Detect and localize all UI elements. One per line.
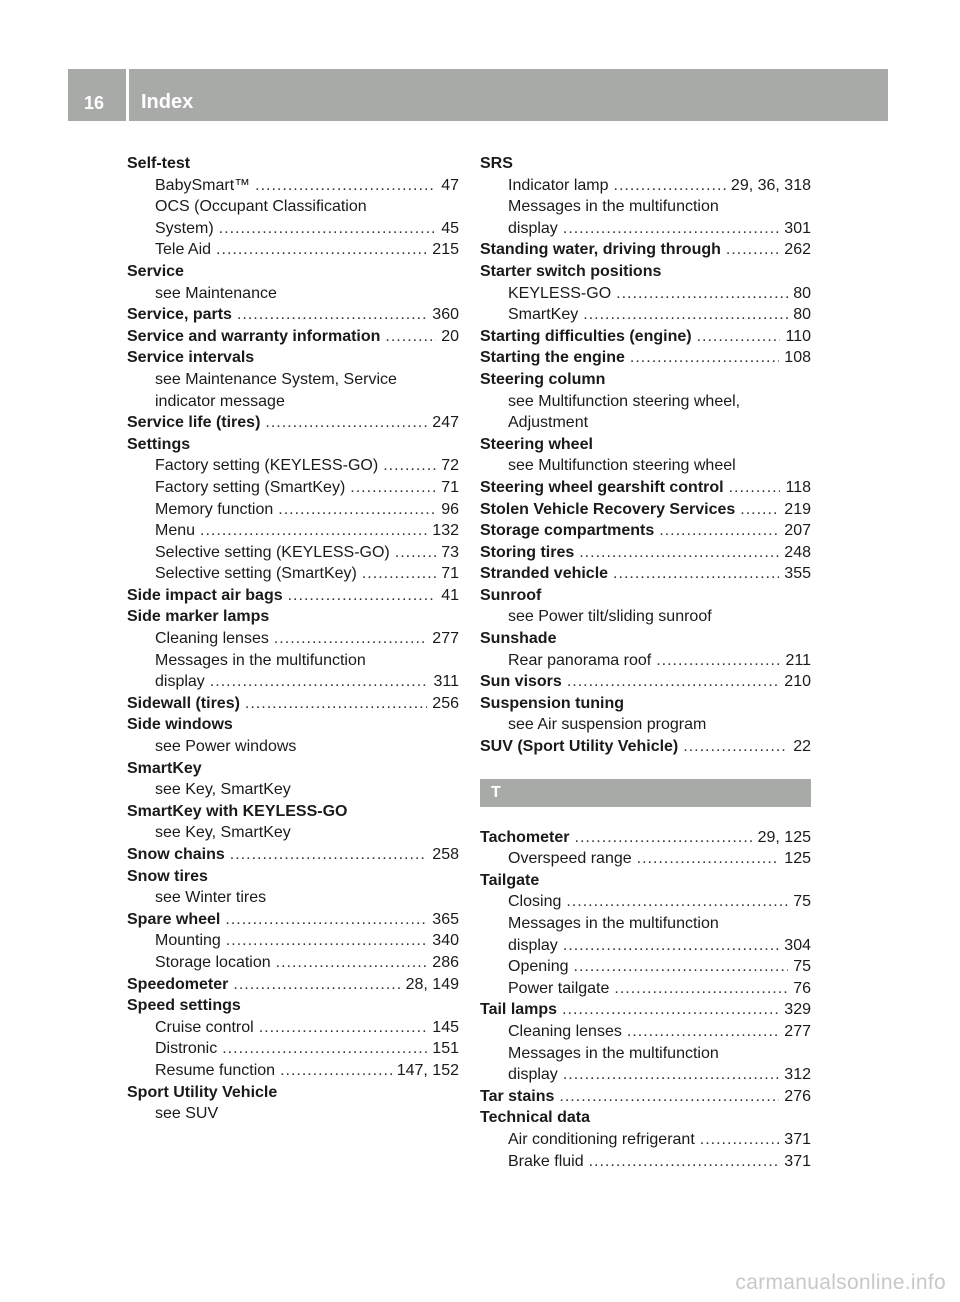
entry-label: Brake fluid: [508, 1152, 584, 1170]
entry-label: Steering wheel gearshift control: [480, 478, 724, 496]
entry-label: Messages in the multifunction: [508, 1044, 719, 1062]
entry-page-ref: 360: [432, 306, 459, 324]
entry-label: Storage compartments: [480, 522, 655, 540]
entry-label: Tele Aid: [155, 241, 212, 259]
index-subentry: [480, 848, 811, 870]
entry-label: Speedometer: [127, 975, 229, 993]
entry-label: Resume function: [155, 1061, 276, 1079]
index-entry: [127, 1082, 459, 1104]
entry-label: display: [508, 219, 558, 237]
index-entry: [480, 1086, 811, 1108]
index-subentry: [480, 1064, 811, 1086]
entry-page-ref: 47: [441, 176, 459, 194]
entry-label: SmartKey: [508, 306, 579, 324]
entry-label: Rear panorama roof: [508, 651, 652, 669]
entry-label: Side impact air bags: [127, 586, 283, 604]
dot-leader: [274, 628, 427, 650]
index-subentry: [127, 369, 459, 391]
entry-label: Tailgate: [480, 871, 540, 889]
entry-page-ref: 147, 152: [396, 1061, 459, 1079]
entry-label: Tachometer: [480, 828, 570, 846]
entry-label: Stranded vehicle: [480, 565, 609, 583]
index-subentry: [127, 520, 459, 542]
index-subentry: [127, 196, 459, 218]
entry-label: Service, parts: [127, 306, 232, 324]
entry-page-ref: 277: [432, 630, 459, 648]
entry-label: Sunshade: [480, 630, 557, 648]
dot-leader: [265, 412, 427, 434]
dot-leader: [350, 477, 436, 499]
index-group-t: [480, 827, 811, 1173]
entry-page-ref: 71: [441, 565, 459, 583]
index-entry: [480, 563, 811, 585]
entry-label: see SUV: [155, 1105, 219, 1123]
dot-leader: [216, 239, 427, 261]
dot-leader: [579, 542, 779, 564]
dot-leader: [627, 1021, 779, 1043]
entry-label: Tail lamps: [480, 1001, 558, 1019]
index-subentry: [127, 1060, 459, 1082]
entry-page-ref: 256: [432, 694, 459, 712]
entry-page-ref: 365: [432, 910, 459, 928]
entry-label: see Maintenance: [155, 284, 277, 302]
entry-label: Factory setting (SmartKey): [155, 478, 346, 496]
entry-page-ref: 71: [441, 478, 459, 496]
entry-label: Messages in the multifunction: [508, 198, 719, 216]
index-subentry: [480, 412, 811, 434]
index-entry: [480, 827, 811, 849]
entry-label: Selective setting (KEYLESS-GO): [155, 543, 390, 561]
entry-page-ref: 276: [784, 1087, 811, 1105]
dot-leader: [726, 239, 779, 261]
entry-page-ref: 219: [784, 500, 811, 518]
dot-leader: [237, 304, 427, 326]
entry-label: Side marker lamps: [127, 608, 270, 626]
index-subentry: [480, 175, 811, 197]
entry-page-ref: 108: [784, 349, 811, 367]
entry-label: indicator message: [155, 392, 285, 410]
entry-label: Spare wheel: [127, 910, 221, 928]
entry-page-ref: 304: [784, 936, 811, 954]
entry-label: Memory function: [155, 500, 274, 518]
index-entry: [480, 1107, 811, 1129]
dot-leader: [729, 477, 781, 499]
index-entry: [127, 347, 459, 369]
entry-label: Cleaning lenses: [508, 1022, 622, 1040]
entry-label: System): [155, 219, 214, 237]
index-subentry: [480, 283, 811, 305]
entry-page-ref: 151: [432, 1040, 459, 1058]
index-entry: [480, 520, 811, 542]
entry-label: display: [155, 673, 205, 691]
entry-page-ref: 80: [793, 306, 811, 324]
index-entry: [480, 499, 811, 521]
index-entry: [127, 995, 459, 1017]
entry-label: Sun visors: [480, 673, 562, 691]
entry-page-ref: 277: [784, 1022, 811, 1040]
entry-label: Self-test: [127, 155, 191, 172]
dot-leader: [574, 956, 789, 978]
dot-leader: [614, 175, 726, 197]
dot-leader: [259, 1017, 428, 1039]
dot-leader: [740, 499, 779, 521]
dot-leader: [563, 935, 779, 957]
dot-leader: [559, 1086, 779, 1108]
dot-leader: [683, 736, 788, 758]
entry-label: Storage location: [155, 953, 271, 971]
index-entry: [480, 239, 811, 261]
index-subentry: [480, 1043, 811, 1065]
index-subentry: [127, 628, 459, 650]
index-entry: [127, 844, 459, 866]
entry-label: Starting difficulties (engine): [480, 327, 692, 345]
index-entry: [480, 736, 811, 758]
entry-page-ref: 72: [441, 457, 459, 475]
entry-label: Sport Utility Vehicle: [127, 1083, 278, 1101]
entry-label: Snow chains: [127, 846, 225, 863]
entry-label: SmartKey with KEYLESS-GO: [127, 802, 348, 820]
entry-label: Air conditioning refrigerant: [508, 1130, 695, 1148]
entry-label: OCS (Occupant Classification: [155, 198, 367, 216]
dot-leader: [656, 650, 780, 672]
index-entry: [480, 628, 811, 650]
entry-page-ref: 29, 36, 318: [730, 176, 811, 194]
entry-page-ref: 41: [441, 586, 459, 604]
index-entry: [480, 693, 811, 715]
index-group-s: [480, 153, 811, 758]
entry-label: Distronic: [155, 1040, 218, 1058]
entry-label: KEYLESS-GO: [508, 284, 612, 302]
index-entry: [127, 714, 459, 736]
index-subentry: [127, 650, 459, 672]
dot-leader: [288, 585, 437, 607]
entry-page-ref: 262: [784, 241, 811, 259]
index-subentry: [480, 650, 811, 672]
index-subentry: [480, 304, 811, 326]
index-entry: [127, 304, 459, 326]
index-subentry: [127, 779, 459, 801]
index-entry: [127, 606, 459, 628]
dot-leader: [210, 671, 429, 693]
entry-page-ref: 73: [441, 543, 459, 561]
dot-leader: [563, 218, 779, 240]
index-subentry: [127, 1103, 459, 1125]
index-entry: [127, 801, 459, 823]
entry-label: Technical data: [480, 1109, 590, 1127]
entry-label: see Multifunction steering wheel,: [508, 392, 741, 410]
index-subentry: [127, 822, 459, 844]
index-subentry: [480, 1129, 811, 1151]
index-subentry: [127, 736, 459, 758]
entry-page-ref: 76: [793, 979, 811, 997]
page-number: 16: [84, 93, 105, 113]
index-subentry: [127, 1017, 459, 1039]
index-entry: [480, 585, 811, 607]
index-column-right: [480, 153, 811, 1172]
dot-leader: [395, 542, 436, 564]
entry-label: Service and warranty information: [127, 327, 381, 345]
dot-leader: [583, 304, 788, 326]
index-subentry: [480, 1021, 811, 1043]
index-entry: [480, 369, 811, 391]
index-entry: [127, 909, 459, 931]
entry-label: BabySmart™: [155, 176, 251, 194]
index-subentry: [127, 283, 459, 305]
dot-leader: [383, 455, 436, 477]
dot-leader: [613, 563, 779, 585]
dot-leader: [245, 693, 427, 715]
entry-label: Opening: [508, 958, 569, 976]
entry-label: SUV (Sport Utility Vehicle): [480, 738, 679, 756]
entry-label: see Winter tires: [155, 889, 267, 907]
index-subentry: [480, 196, 811, 218]
dot-leader: [276, 952, 428, 974]
index-subentry: [127, 887, 459, 909]
entry-label: see Multifunction steering wheel: [508, 457, 736, 475]
entry-page-ref: 28, 149: [405, 975, 459, 993]
entry-label: Sunroof: [480, 586, 542, 604]
section-title: Index: [141, 91, 194, 113]
index-entry: [127, 261, 459, 283]
entry-page-ref: 371: [784, 1152, 811, 1170]
index-entry: [127, 412, 459, 434]
dot-leader: [362, 563, 436, 585]
index-entry: [480, 326, 811, 348]
entry-label: see Key, SmartKey: [155, 824, 291, 842]
entry-page-ref: 311: [433, 673, 459, 691]
index-subentry: [480, 956, 811, 978]
entry-label: Factory setting (KEYLESS-GO): [155, 457, 379, 475]
entry-label: Storing tires: [480, 543, 575, 561]
entry-page-ref: 75: [793, 893, 811, 911]
entry-page-ref: 22: [793, 738, 811, 756]
dot-leader: [385, 326, 436, 348]
entry-page-ref: 80: [793, 284, 811, 302]
entry-page-ref: 118: [785, 478, 811, 496]
entry-label: Suspension tuning: [480, 694, 624, 712]
dot-leader: [659, 520, 779, 542]
entry-label: Steering column: [480, 370, 606, 388]
entry-page-ref: 340: [432, 932, 459, 950]
index-entry: [127, 326, 459, 348]
letter-band-t: T: [480, 779, 811, 807]
entry-label: Snow tires: [127, 867, 208, 885]
entry-label: Speed settings: [127, 997, 241, 1015]
index-subentry: [480, 891, 811, 913]
entry-label: Standing water, driving through: [480, 241, 721, 259]
dot-leader: [567, 671, 779, 693]
index-entry: [127, 974, 459, 996]
dot-leader: [255, 175, 436, 197]
entry-label: display: [508, 936, 558, 954]
index-subentry: [127, 391, 459, 413]
entry-page-ref: 207: [784, 522, 811, 540]
entry-label: Mounting: [155, 932, 221, 950]
index-entry: [480, 153, 811, 175]
dot-leader: [563, 1064, 779, 1086]
entry-page-ref: 75: [793, 958, 811, 976]
entry-page-ref: 286: [432, 953, 459, 971]
dot-leader: [278, 499, 436, 521]
entry-label: Messages in the multifunction: [155, 651, 366, 669]
page-header: [68, 69, 888, 121]
entry-label: Indicator lamp: [508, 176, 609, 194]
entry-label: see Power tilt/sliding sunroof: [508, 608, 712, 626]
entry-page-ref: 29, 125: [757, 828, 811, 846]
dot-leader: [222, 1038, 427, 1060]
entry-label: Starter switch positions: [480, 262, 662, 280]
dot-leader: [630, 347, 779, 369]
index-entry: [127, 866, 459, 888]
entry-label: Steering wheel: [480, 435, 593, 453]
entry-page-ref: 145: [432, 1018, 459, 1036]
entry-page-ref: 110: [785, 327, 811, 345]
dot-leader: [616, 283, 788, 305]
entry-label: Selective setting (SmartKey): [155, 565, 357, 583]
dot-leader: [200, 520, 427, 542]
entry-page-ref: 329: [784, 1001, 811, 1019]
index-subentry: [480, 391, 811, 413]
entry-label: Cruise control: [155, 1018, 254, 1036]
index-subentry: [127, 175, 459, 197]
index-subentry: [480, 978, 811, 1000]
entry-label: Cleaning lenses: [155, 630, 269, 648]
index-subentry: [127, 930, 459, 952]
watermark: carmanualsonline.info: [735, 1271, 946, 1294]
entry-label: Sidewall (tires): [127, 694, 240, 712]
index-subentry: [127, 455, 459, 477]
entry-page-ref: 215: [432, 241, 459, 259]
index-subentry: [127, 239, 459, 261]
entry-label: SmartKey: [127, 759, 202, 777]
dot-leader: [280, 1060, 392, 1082]
entry-label: Power tailgate: [508, 979, 610, 997]
entry-page-ref: 45: [441, 219, 459, 237]
dot-leader: [697, 326, 781, 348]
index-entry: [127, 434, 459, 456]
index-entry: [480, 671, 811, 693]
entry-page-ref: 355: [784, 565, 811, 583]
entry-page-ref: 125: [784, 850, 811, 868]
entry-page-ref: 312: [784, 1066, 811, 1084]
index-entry: [480, 999, 811, 1021]
dot-leader: [575, 827, 753, 849]
entry-page-ref: 96: [441, 500, 459, 518]
entry-label: see Air suspension program: [508, 716, 707, 734]
index-entry: [480, 477, 811, 499]
index-entry: [480, 542, 811, 564]
index-subentry: [127, 542, 459, 564]
entry-label: Messages in the multifunction: [508, 915, 719, 932]
index-entry: [480, 870, 811, 892]
entry-page-ref: 301: [784, 219, 811, 237]
index-subentry: [127, 563, 459, 585]
index-subentry: [480, 935, 811, 957]
entry-label: Settings: [127, 435, 191, 453]
index-subentry: [127, 218, 459, 240]
entry-page-ref: 371: [784, 1130, 811, 1148]
index-subentry: [127, 499, 459, 521]
index-entry: [480, 434, 811, 456]
dot-leader: [230, 844, 428, 866]
dot-leader: [700, 1129, 780, 1151]
entry-label: Starting the engine: [480, 349, 625, 367]
entry-label: Side windows: [127, 716, 233, 734]
dot-leader: [562, 999, 779, 1021]
index-subentry: [127, 952, 459, 974]
index-subentry: [480, 714, 811, 736]
entry-label: see Key, SmartKey: [155, 781, 291, 799]
entry-label: Service intervals: [127, 349, 255, 367]
dot-leader: [219, 218, 437, 240]
index-entry: [127, 585, 459, 607]
entry-page-ref: 20: [441, 327, 459, 345]
index-entry: [480, 261, 811, 283]
index-subentry: [127, 671, 459, 693]
index-entry: [127, 153, 459, 175]
index-subentry: [127, 1038, 459, 1060]
entry-label: SRS: [480, 155, 513, 172]
entry-label: Stolen Vehicle Recovery Services: [480, 500, 736, 518]
entry-label: display: [508, 1066, 558, 1084]
dot-leader: [589, 1151, 780, 1173]
entry-page-ref: 258: [432, 846, 459, 863]
entry-label: Service: [127, 262, 184, 280]
entry-page-ref: 210: [784, 673, 811, 691]
entry-page-ref: 132: [432, 522, 459, 540]
entry-page-ref: 248: [784, 543, 811, 561]
index-column-left: [127, 153, 459, 1125]
index-entry: [127, 758, 459, 780]
index-entry: [127, 693, 459, 715]
entry-label: Closing: [508, 893, 562, 911]
index-subentry: [127, 477, 459, 499]
dot-leader: [233, 974, 400, 996]
entry-page-ref: 247: [432, 414, 459, 432]
entry-label: Overspeed range: [508, 850, 632, 868]
entry-label: Menu: [155, 522, 196, 540]
index-subentry: [480, 1151, 811, 1173]
entry-label: Tar stains: [480, 1087, 555, 1105]
index-entry: [480, 347, 811, 369]
dot-leader: [226, 930, 427, 952]
index-subentry: [480, 606, 811, 628]
entry-label: see Maintenance System, Service: [155, 370, 397, 388]
index-subentry: [480, 913, 811, 935]
dot-leader: [614, 978, 788, 1000]
entry-page-ref: 211: [785, 651, 811, 669]
entry-label: Adjustment: [508, 414, 589, 432]
index-subentry: [480, 455, 811, 477]
index-subentry: [480, 218, 811, 240]
dot-leader: [225, 909, 427, 931]
entry-label: Service life (tires): [127, 414, 261, 432]
dot-leader: [566, 891, 788, 913]
entry-label: see Power windows: [155, 738, 297, 756]
dot-leader: [637, 848, 780, 870]
